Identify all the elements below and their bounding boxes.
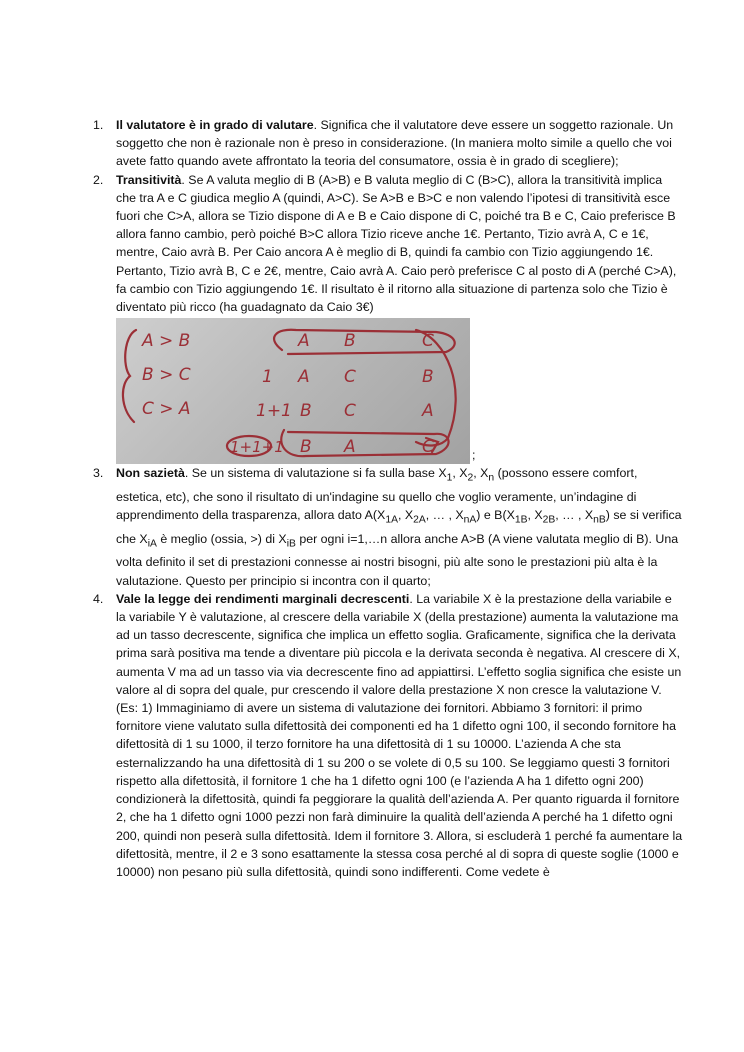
item-title: Non sazietà [116,466,185,481]
sketch-text: A [298,331,310,352]
sketch-text: B [300,437,312,458]
item-number: 2. [93,172,104,187]
sketch-text: C [422,331,434,352]
sketch-text: A [298,367,310,388]
list-item [93,116,683,171]
sketch-text: B [344,331,356,352]
sketch-text: B > C [142,365,191,386]
sketch-text: B [422,367,434,388]
sketch-text: C [422,437,434,458]
item-text: . Significa che il valutatore deve essere un soggetto razionale. Un soggetto che non è razionale non è preso in considerazione. (In maniera molto simile a quello che voi avete fatto quando avete affrontato la teoria del consumatore, ossia è in grado di scegliere); [116,118,674,169]
sketch-text: 1 [262,367,273,388]
brace-stroke [123,330,136,422]
sketch-text: A > B [142,331,191,352]
sketch-text: 1+1 [256,401,292,422]
item-text: . La variabile X è la prestazione della variabile e la variabile Y è valutazione, al crescere della variabile X (della prestazione) aumenta la valutazione ma ad un tasso decrescente, significa che implica un effetto soglia. Graficamente, significa che la derivata prima sarà positiva ma tende a diventare più piccola e la derivata seconda è negativa. Al crescere di X, aumenta V ma ad un tasso via via decrescente fino ad appiattirsi. L’effetto soglia significa che esiste un valore al di sopra del quale, pur crescendo il valore della prestazione X non cresce la valutazione V. (Es: 1) Immaginiamo di avere un sistema di valutazione dei fornitori. Abbiamo 3 fornitori: il primo fornitore viene valutato sulla difettosità dei componenti ed ha 1 difetto ogni 100, il secondo fornitore ha difettosità di 1 su 1000, il terzo fornitore ha una difettosità di 1 su 10000. L’azienda A che sta esternalizzando ha una difettosità di 1 su 200 o se volete di 0,5 su 100. Se leggiamo questi 3 fornitori rispetto alla difettosità, il fornitore 1 che ha 1 difetto ogni 100 (e l’azienda A ha 1 difetto ogni 200) condizionerà la difettosità, quindi fa peggiorare la qualità dell’azienda A. Per quanto riguarda il fornitore 2, che ha 1 difetto ogni 1000 pezzi non farà diminuire la qualità dell’azienda A perché ha 1 difetto ogni 200, quindi non peserà sulla difettosità. Idem il fornitore 3. Allora, si escluderà 1 perché fa aumentare la difettosità, mentre, il 2 e 3 sono esattamente la stessa cosa perché al di sopra di queste soglie (1000 e 10000) non pesano più sulla difettosità, quindi sono indifferenti. Come vedete è [116,591,683,879]
handwritten-sketch-image [116,318,470,464]
list-item [93,590,683,881]
sketch-text: C [344,367,356,388]
list-item [93,171,683,465]
item-text-tail: ; [472,448,476,463]
sketch-text: C [344,401,356,422]
item-text: . Se un sistema di valutazione si fa sulla base $X_1$, $X_2$, $X_n$ (possono essere comfort, estetica, etc), che sono il risultato di un'indagine su quello che voglio veramente, un’indagine di apprendimento della trasparenza, allora dato $A(X_{1A}$, $X_{2A}$, … , $X_{nA}$) e $B(X_{1B}$, $X_{2B}$, … , $X_{nB}$) se si verifica che $X_{iA}$ è meglio (ossia, >) di $X_{iB}$ per ogni i=1,…n allora anche A>B (A viene valutata meglio di B). Una volta definito il set di prestazioni connesse ai nostri bisogni, più alte sono le prestazioni più alta è la valutazione. Questo per principio si incontra con il quarto; [116,466,682,588]
sketch-text: 1+1+1 [230,438,284,457]
item-title: Transitività [116,172,182,187]
item-number: 1. [93,118,104,132]
item-text: . Se A valuta meglio di B (A>B) e B valuta meglio di C (B>C), allora la transitività implica che tra A e C giudica meglio A (quindi, A>C). Se A>B e B>C e non valendo l’ipotesi di transitività esce fuori che C>A, allora se Tizio dispone di A e B e Caio dispone di C, poiché tra B e C, Caio preferisce B allora fanno cambio, però poiché B>C allora Tizio riceve anche 1€. Pertanto, Tizio avrà A, C e 1€, mentre, Caio avrà B. Per Caio ancora A è meglio di B, quindi fa cambio con Tizio aggiungendo 1€. Pertanto, Tizio avrà B, C e 2€, mentre, Caio avrà A. Caio però preferisce C al posto di A (perché C>A), fa cambio con Tizio aggiungendo 1€. Il risultato è il ritorno alla situazione di partenza solo che Tizio è diventato più ricco (ha guadagnato da Caio 3€) [116,172,677,315]
sketch-text: C > A [142,399,191,420]
sketch-drawing [116,318,470,464]
item-title: Il valutatore è in grado di valutare [116,118,314,132]
list-item [93,464,683,590]
item-number: 3. [93,466,104,481]
item-number: 4. [93,591,104,606]
sketch-text: B [300,401,312,422]
numbered-list [93,116,683,881]
item-title: Vale la legge dei rendimenti marginali decrescenti [116,591,410,606]
sketch-text: A [422,401,434,422]
sketch-text: A [344,437,356,458]
